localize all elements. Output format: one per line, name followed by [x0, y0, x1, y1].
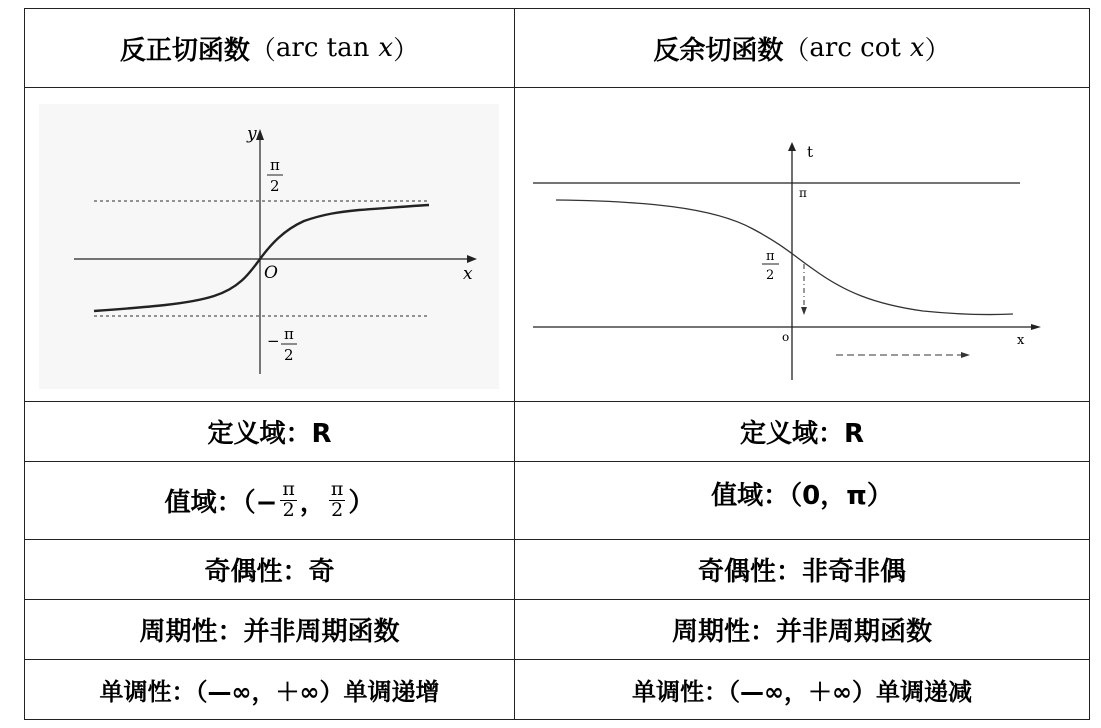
arctan-range-close: ）	[348, 488, 375, 518]
arccot-range: 值域：（0，π）	[711, 480, 893, 511]
origin-label: o	[782, 330, 790, 344]
x-axis-arrow	[467, 255, 477, 263]
neg-sign: −	[267, 332, 280, 350]
row-divider	[25, 87, 1089, 88]
origin-label: O	[264, 263, 278, 283]
arccot-curve	[556, 200, 1013, 315]
arccot-title	[515, 9, 1089, 87]
neg-pi-half-num: π	[284, 325, 294, 343]
arctan-curve	[94, 205, 429, 311]
dash-down-arrow-head	[801, 307, 807, 315]
arccot-graph	[523, 129, 1083, 394]
arctan-title-var: x	[378, 33, 394, 63]
arctan-domain: 定义域：R	[207, 419, 332, 449]
arccot-periodicity: 周期性：并非周期函数	[671, 617, 932, 647]
x-axis-arrow	[1031, 324, 1041, 330]
pi-half-num: π	[270, 156, 280, 174]
arctan-range-sep: ，	[299, 488, 326, 518]
arctan-graph-svg	[39, 104, 499, 389]
t-axis-label: t	[807, 143, 814, 161]
x-axis-label: x	[463, 264, 473, 284]
arctan-periodicity: 周期性：并非周期函数	[139, 617, 400, 647]
half-pi-num: π	[766, 249, 775, 264]
function-table	[24, 8, 1090, 720]
x-axis-label: x	[1017, 333, 1025, 348]
arctan-range	[25, 462, 514, 539]
arccot-title-var: x	[909, 33, 925, 63]
arctan-title-fn: arc tan	[275, 33, 370, 63]
arccot-monotonicity: 单调性：（—∞，＋∞）单调递减	[632, 678, 972, 706]
arccot-title-text: 反余切函数	[653, 35, 784, 66]
arccot-title-fn: arc cot	[809, 33, 901, 63]
arctan-title	[25, 9, 514, 87]
arccot-title-paren-close: ）	[924, 35, 951, 66]
pi-label: π	[799, 186, 807, 200]
arctan-range-prefix: 值域：（−	[164, 488, 278, 518]
arccot-graph-svg	[523, 129, 1083, 394]
y-axis-label: y	[247, 124, 257, 144]
arccot-domain: 定义域：R	[739, 419, 865, 449]
dash-right-arrow-head	[961, 352, 970, 358]
arctan-monotonicity: 单调性：（—∞，＋∞）单调递增	[99, 678, 440, 706]
t-axis-arrow	[788, 142, 796, 151]
arccot-parity: 奇偶性：非奇非偶	[697, 557, 906, 587]
pi-half-den: 2	[270, 177, 280, 195]
neg-pi-half-den: 2	[284, 346, 294, 364]
arctan-title-text: 反正切函数	[119, 35, 250, 66]
arctan-title-paren-close: ）	[393, 35, 420, 66]
arccot-title-paren-open: （	[783, 35, 810, 66]
arctan-title-paren-open: （	[249, 35, 276, 66]
range-fraction-high: $\frac{\pi}{2}$	[330, 478, 344, 521]
y-axis-arrow	[256, 129, 264, 140]
half-pi-den: 2	[766, 268, 775, 283]
arctan-parity: 奇偶性：奇	[204, 557, 335, 587]
arctan-graph	[39, 104, 499, 389]
range-fraction-low: $\frac{\pi}{2}$	[282, 478, 295, 521]
